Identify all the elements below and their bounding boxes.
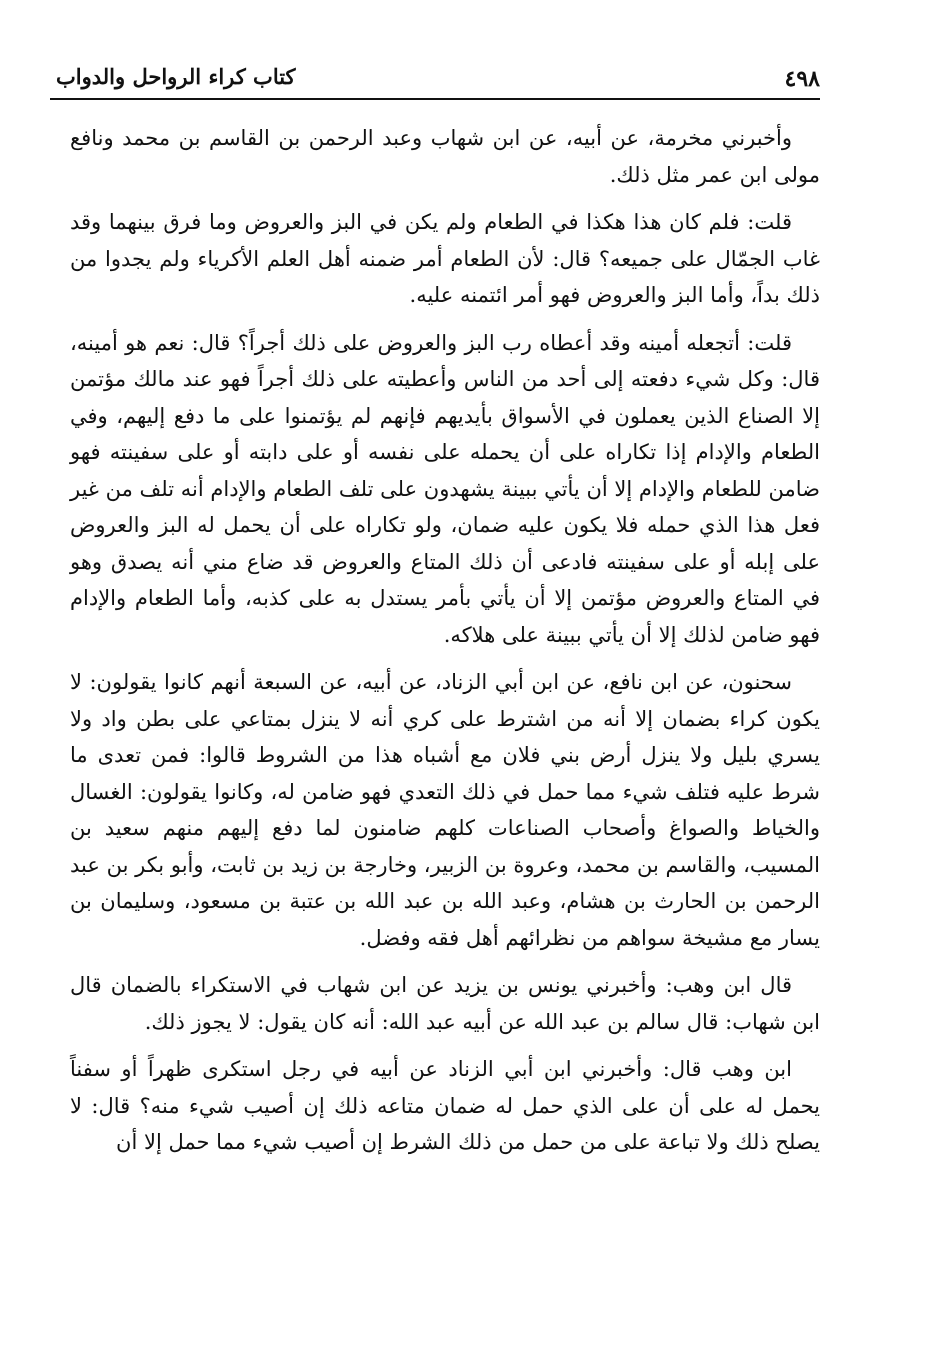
paragraph: قلت: فلم كان هذا هكذا في الطعام ولم يكن في البز والعروض وما فرق بينهما وقد غاب الجمّال على جميعه؟ قال: لأن الطعام أمر ضمنه أهل العلم الأكرياء ولم يجدوا من ذلك بداً، وأما البز والعروض فهو أمر ائتمنه عليه. [70, 210, 820, 307]
page-number: ٤٩٨ [784, 66, 820, 92]
page-header [50, 60, 820, 100]
paragraph: ابن وهب قال: وأخبرني ابن أبي الزناد عن أبيه في رجل استكرى ظهراً أو سفناً يحمل له على أن على الذي حمل له ضمان متاعه ذلك إن أصيب شيء منه؟ قال: لا يصلح ذلك ولا تباعة على من حمل من ذلك الشرط إن أصيب شيء مما حمل إلا أن [70, 1057, 820, 1154]
paragraph: سحنون، عن ابن نافع، عن ابن أبي الزناد، عن أبيه، عن السبعة أنهم كانوا يقولون: لا يكون كراء بضمان إلا أنه من اشترط على كري أنه لا ينزل بمتاعي على بطن واد ولا يسري بليل ولا ينزل أرض بني فلان مع أشباه هذا من الشروط قالوا: فمن تعدى ما شرط عليه فتلف شيء مما حمل في ذلك التعدي فهو ضامن له، وكانوا يقولون: الغسال والخياط والصواغ وأصحاب الصناعات كلهم ضامنون لما دفع إليهم منهم سعيد بن المسيب، والقاسم بن محمد، وعروة بن الزبير، وخارجة بن زيد بن ثابت، وأبو بكر بن عبد الرحمن بن الحارث بن هشام، وعبد الله بن عبد الله بن عتبة بن مسعود، وسليمان بن يسار مع مشيخة سواهم من نظرائهم أهل فقه وفضل. [70, 670, 820, 950]
paragraph: قال ابن وهب: وأخبرني يونس بن يزيد عن ابن شهاب في الاستكراء بالضمان قال ابن شهاب: قال سالم بن عبد الله عن أبيه عبد الله: أنه كان يقول: لا يجوز ذلك. [70, 973, 820, 1034]
page-body [70, 120, 820, 1172]
paragraph: قلت: أتجعله أمينه وقد أعطاه رب البز والعروض على ذلك أجراً؟ قال: نعم هو أمينه، قال: وكل شيء دفعته إلى أحد من الناس وأعطيته على ذلك أجراً فهو عند مالك مؤتمن إلا الصناع الذين يعملون في الأسواق بأيديهم فإنهم لم يؤتمنوا على ما دفع إليهم، وفي الطعام والإدام إذا تكاراه على أن يحمله على نفسه أو على دابته أو على سفينته فهو ضامن للطعام والإدام إلا أن يأتي ببينة يشهدون على تلف الطعام والإدام أنه تلف من غير فعل هذا الذي حمله فلا يكون عليه ضمان، ولو تكاراه على أن يحمل له البز والعروض على إبله أو على سفينته فادعى أن ذلك المتاع والعروض قد ضاع مني أنه يصدق وهو في المتاع والعروض مؤتمن إلا أن يأتي بأمر يستدل به على كذبه، وأما الطعام والإدام فهو ضامن لذلك إلا أن يأتي ببينة على هلاكه. [70, 330, 820, 647]
paragraph: وأخبرني مخرمة، عن أبيه، عن ابن شهاب وعبد الرحمن بن القاسم بن محمد ونافع مولى ابن عمر مثل ذلك. [70, 126, 820, 187]
header-rule [50, 98, 820, 100]
running-title: كتاب كراء الرواحل والدواب [56, 64, 296, 89]
